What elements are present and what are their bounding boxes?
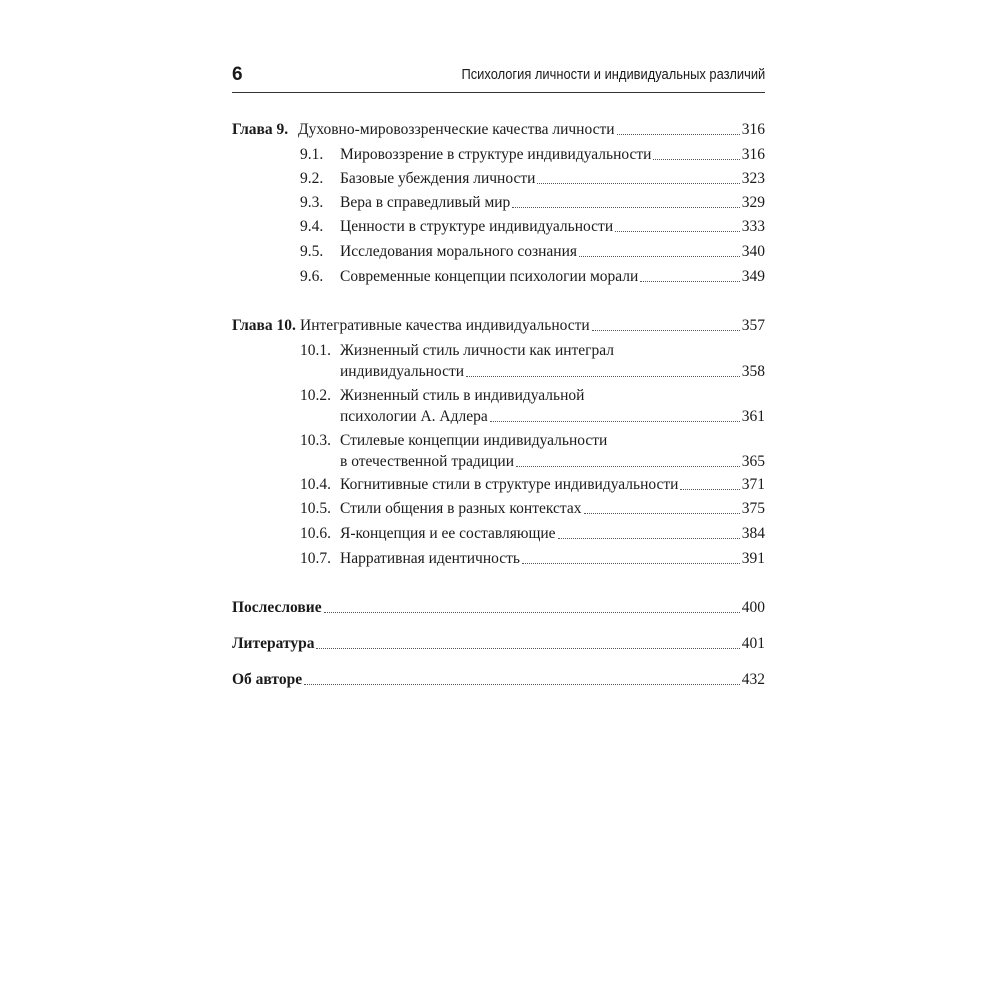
chapter-title: Интегративные качества индивидуальности <box>300 317 590 334</box>
running-title: Психология личности и индивидуальных различий <box>461 66 765 83</box>
toc-section[interactable] <box>232 266 765 288</box>
page-ref: 357 <box>741 317 765 334</box>
leader-dots <box>512 192 739 208</box>
leader-dots <box>466 361 740 377</box>
toc-section[interactable] <box>232 430 765 452</box>
page-ref: 432 <box>741 671 765 688</box>
section-title-line2: индивидуальности <box>340 363 465 380</box>
section-title: Базовые убеждения личности <box>340 170 536 187</box>
page-ref: 316 <box>741 146 765 163</box>
page-number: 6 <box>232 64 243 85</box>
toc-chapter-9[interactable] <box>232 119 765 141</box>
section-number: 9.1. <box>300 146 324 163</box>
leader-dots <box>640 266 739 282</box>
leader-dots <box>490 406 740 422</box>
section-title: Мировоззрение в структуре индивидуальности <box>340 146 652 163</box>
page-ref: 401 <box>741 635 765 652</box>
toc-afterword[interactable] <box>232 597 765 619</box>
section-title: Вера в справедливый мир <box>340 194 511 211</box>
leader-dots <box>316 633 739 649</box>
page-ref: 384 <box>741 525 765 542</box>
leader-dots <box>537 168 739 184</box>
page-ref: 349 <box>741 268 765 285</box>
toc-section[interactable] <box>232 474 765 496</box>
toc-section-continued[interactable] <box>232 406 765 428</box>
chapter-label: Глава 10. <box>232 317 296 334</box>
toc-literature[interactable] <box>232 633 765 655</box>
section-title: Когнитивные стили в структуре индивидуальности <box>340 476 679 493</box>
toc-about-author[interactable] <box>232 669 765 691</box>
leader-dots <box>516 451 740 467</box>
page-ref: 400 <box>741 599 765 616</box>
section-number: 10.5. <box>300 500 331 517</box>
leader-dots <box>617 119 740 135</box>
toc-section[interactable] <box>232 340 765 362</box>
leader-dots <box>615 216 740 232</box>
section-number: 10.6. <box>300 525 331 542</box>
section-title-line1: Стилевые концепции индивидуальности <box>340 432 608 449</box>
leader-dots <box>653 144 739 160</box>
toc-section[interactable] <box>232 498 765 520</box>
leader-dots <box>304 669 740 685</box>
page-ref: 358 <box>741 363 765 380</box>
toc-section[interactable] <box>232 168 765 190</box>
section-number: 10.1. <box>300 342 331 359</box>
leader-dots <box>592 315 740 331</box>
leader-dots <box>324 597 740 613</box>
page-ref: 371 <box>741 476 765 493</box>
section-number: 10.2. <box>300 387 331 404</box>
leader-dots <box>584 498 740 514</box>
entry-title: Об авторе <box>232 671 303 688</box>
toc-section[interactable] <box>232 548 765 570</box>
section-title: Стили общения в разных контекстах <box>340 500 582 517</box>
section-number: 9.4. <box>300 218 324 235</box>
page-header <box>232 60 765 93</box>
leader-dots <box>522 548 740 564</box>
section-title-line1: Жизненный стиль личности как интеграл <box>340 342 615 359</box>
section-number: 9.6. <box>300 268 324 285</box>
toc-chapter-10[interactable] <box>232 315 765 337</box>
toc-section[interactable] <box>232 523 765 545</box>
section-title: Нарративная идентичность <box>340 550 520 567</box>
section-title-line2: психологии А. Адлера <box>340 408 488 425</box>
page-ref: 323 <box>741 170 765 187</box>
section-number: 10.4. <box>300 476 331 493</box>
entry-title: Литература <box>232 635 315 652</box>
section-title: Современные концепции психологии морали <box>340 268 639 285</box>
section-title: Я-концепция и ее составляющие <box>340 525 556 542</box>
section-title-line2: в отечественной традиции <box>340 453 514 470</box>
section-number: 9.3. <box>300 194 324 211</box>
page-ref: 329 <box>741 194 765 211</box>
toc-section-continued[interactable] <box>232 361 765 383</box>
page-ref: 361 <box>741 408 765 425</box>
section-title: Ценности в структуре индивидуальности <box>340 218 614 235</box>
section-title: Исследования морального сознания <box>340 243 578 260</box>
leader-dots <box>558 523 740 539</box>
toc-section[interactable] <box>232 385 765 407</box>
page-ref: 333 <box>741 218 765 235</box>
toc-section[interactable] <box>232 216 765 238</box>
page-ref: 340 <box>741 243 765 260</box>
chapter-label: Глава 9. <box>232 121 289 138</box>
page-ref: 375 <box>741 500 765 517</box>
chapter-title: Духовно-мировоззренческие качества личности <box>298 121 615 138</box>
page-ref: 365 <box>741 453 765 470</box>
page-ref: 316 <box>741 121 765 138</box>
toc-section[interactable] <box>232 241 765 263</box>
entry-title: Послесловие <box>232 599 322 616</box>
leader-dots <box>579 241 740 257</box>
section-number: 9.2. <box>300 170 324 187</box>
section-number: 9.5. <box>300 243 324 260</box>
toc-section-continued[interactable] <box>232 451 765 473</box>
section-title-line1: Жизненный стиль в индивидуальной <box>340 387 585 404</box>
section-number: 10.7. <box>300 550 331 567</box>
section-number: 10.3. <box>300 432 331 449</box>
page-ref: 391 <box>741 550 765 567</box>
toc-section[interactable] <box>232 144 765 166</box>
toc-section[interactable] <box>232 192 765 214</box>
leader-dots <box>680 474 739 490</box>
